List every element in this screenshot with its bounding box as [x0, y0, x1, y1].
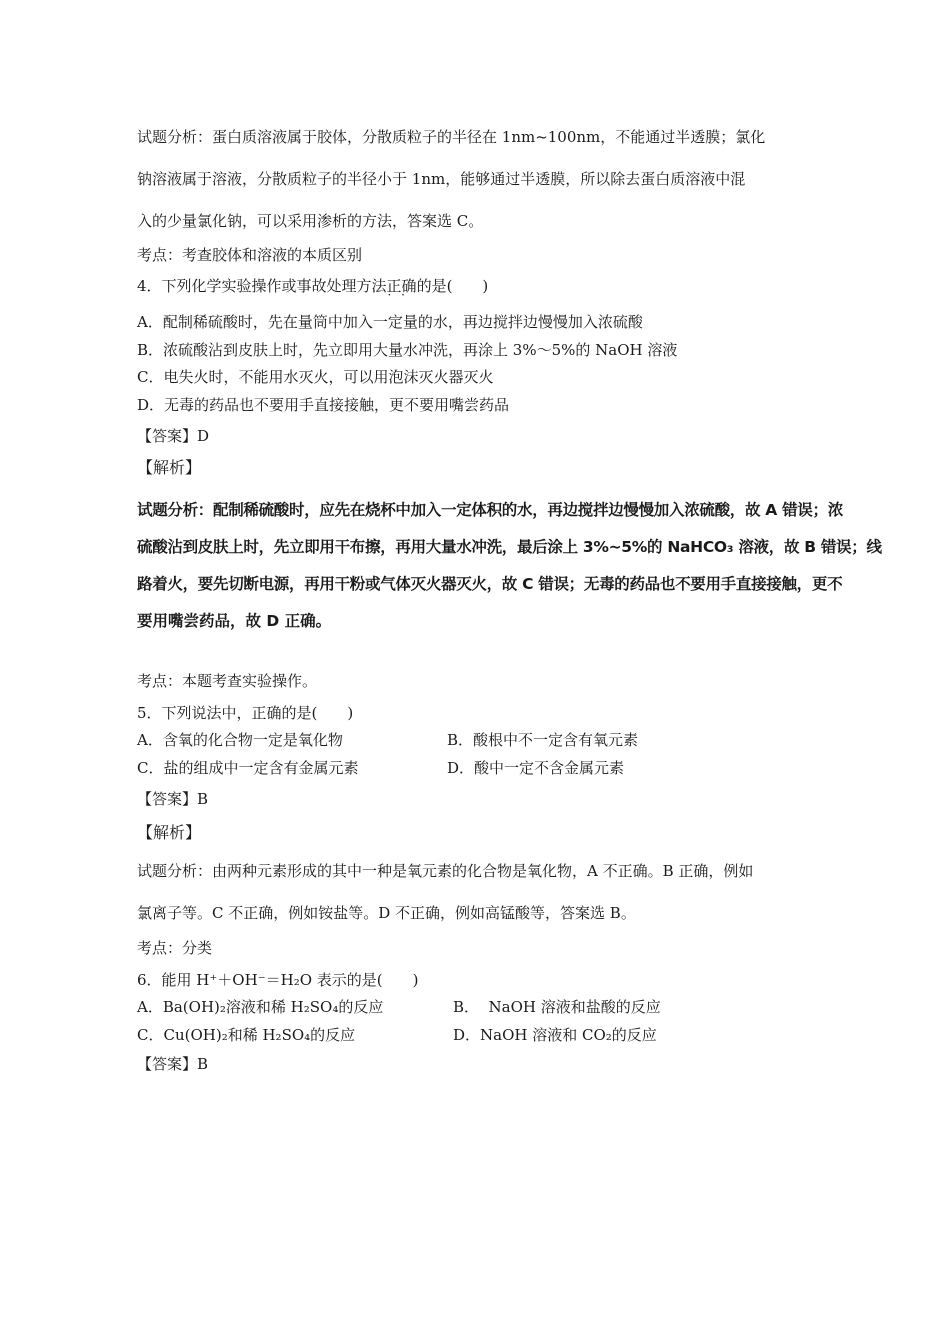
q4-stem-emphasis: 正确 · ·: [387, 277, 417, 295]
q4-stem-prefix: 4．下列化学实验操作或事故处理方法: [137, 277, 387, 295]
q5-option-c: C．盐的组成中一定含有金属元素: [137, 759, 359, 777]
q4-option-c: C．电失火时，不能用水灭火，可以用泡沫灭火器灭火: [137, 368, 494, 386]
q3-analysis-line-3: 入的少量氯化钠，可以采用渗析的方法，答案选 C。: [137, 212, 484, 230]
q6-option-b: B． NaOH 溶液和盐酸的反应: [453, 998, 661, 1016]
q5-stem: 5．下列说法中，正确的是( ): [137, 704, 354, 722]
q5-option-a: A．含氧的化合物一定是氧化物: [137, 731, 343, 749]
q6-answer: 【答案】B: [137, 1055, 209, 1073]
q4-answer: 【答案】D: [137, 427, 210, 445]
q6-option-d: D．NaOH 溶液和 CO₂的反应: [453, 1026, 657, 1044]
q5-option-d: D．酸中一定不含金属元素: [447, 759, 625, 777]
q3-kaodian: 考点：考查胶体和溶液的本质区别: [137, 246, 363, 264]
q4-option-b: B．浓硫酸沾到皮肤上时，先立即用大量水冲洗，再涂上 3%～5%的 NaOH 溶液: [137, 341, 678, 359]
q3-analysis-line-1: 试题分析：蛋白质溶液属于胶体，分散质粒子的半径在 1nm~100nm，不能通过半透膜；氯化: [137, 128, 766, 146]
q5-kaodian: 考点：分类: [137, 939, 213, 957]
q5-analysis-line-1: 试题分析：由两种元素形成的其中一种是氧元素的化合物是氧化物，A 不正确。B 正确，例如: [137, 862, 754, 880]
q4-option-d: D．无毒的药品也不要用手直接接触，更不要用嘴尝药品: [137, 396, 510, 414]
q6-option-c: C．Cu(OH)₂和稀 H₂SO₄的反应: [137, 1026, 356, 1044]
q5-analysis-line-2: 氯离子等。C 不正确，例如铵盐等。D 不正确，例如高锰酸等，答案选 B。: [137, 904, 636, 922]
q4-analysis-line-4: 要用嘴尝药品，故 D 正确。: [137, 612, 332, 630]
q4-analysis-line-2: 硫酸沾到皮肤上时，先立即用干布擦，再用大量水冲洗，最后涂上 3%~5%的 NaHCO₃ 溶液，故 B 错误；线: [137, 538, 882, 556]
q6-stem: 6．能用 H⁺＋OH⁻＝H₂O 表示的是( ): [137, 971, 419, 989]
q5-answer: 【答案】B: [137, 790, 209, 808]
q4-analysis-line-3: 路着火，要先切断电源，再用干粉或气体灭火器灭火，故 C 错误；无毒的药品也不要用手直接接触，更不: [137, 575, 843, 593]
q5-jiexi-heading: 【解析】: [137, 823, 202, 842]
q4-stem-suffix: 的是( ): [416, 277, 489, 295]
q4-analysis-line-1: 试题分析：配制稀硫酸时，应先在烧杯中加入一定体积的水，再边搅拌边慢慢加入浓硫酸，故 A 错误；浓: [137, 501, 843, 519]
q3-analysis-line-2: 钠溶液属于溶液，分散质粒子的半径小于 1nm，能够通过半透膜，所以除去蛋白质溶液中混: [137, 170, 746, 188]
q4-jiexi-heading: 【解析】: [137, 458, 202, 477]
q5-option-b: B．酸根中不一定含有氧元素: [447, 731, 639, 749]
q4-stem: [137, 276, 488, 296]
q4-option-a: A．配制稀硫酸时，先在量筒中加入一定量的水，再边搅拌边慢慢加入浓硫酸: [137, 313, 643, 331]
q6-option-a: A．Ba(OH)₂溶液和稀 H₂SO₄的反应: [137, 998, 384, 1016]
q4-kaodian: 考点：本题考查实验操作。: [137, 672, 318, 690]
